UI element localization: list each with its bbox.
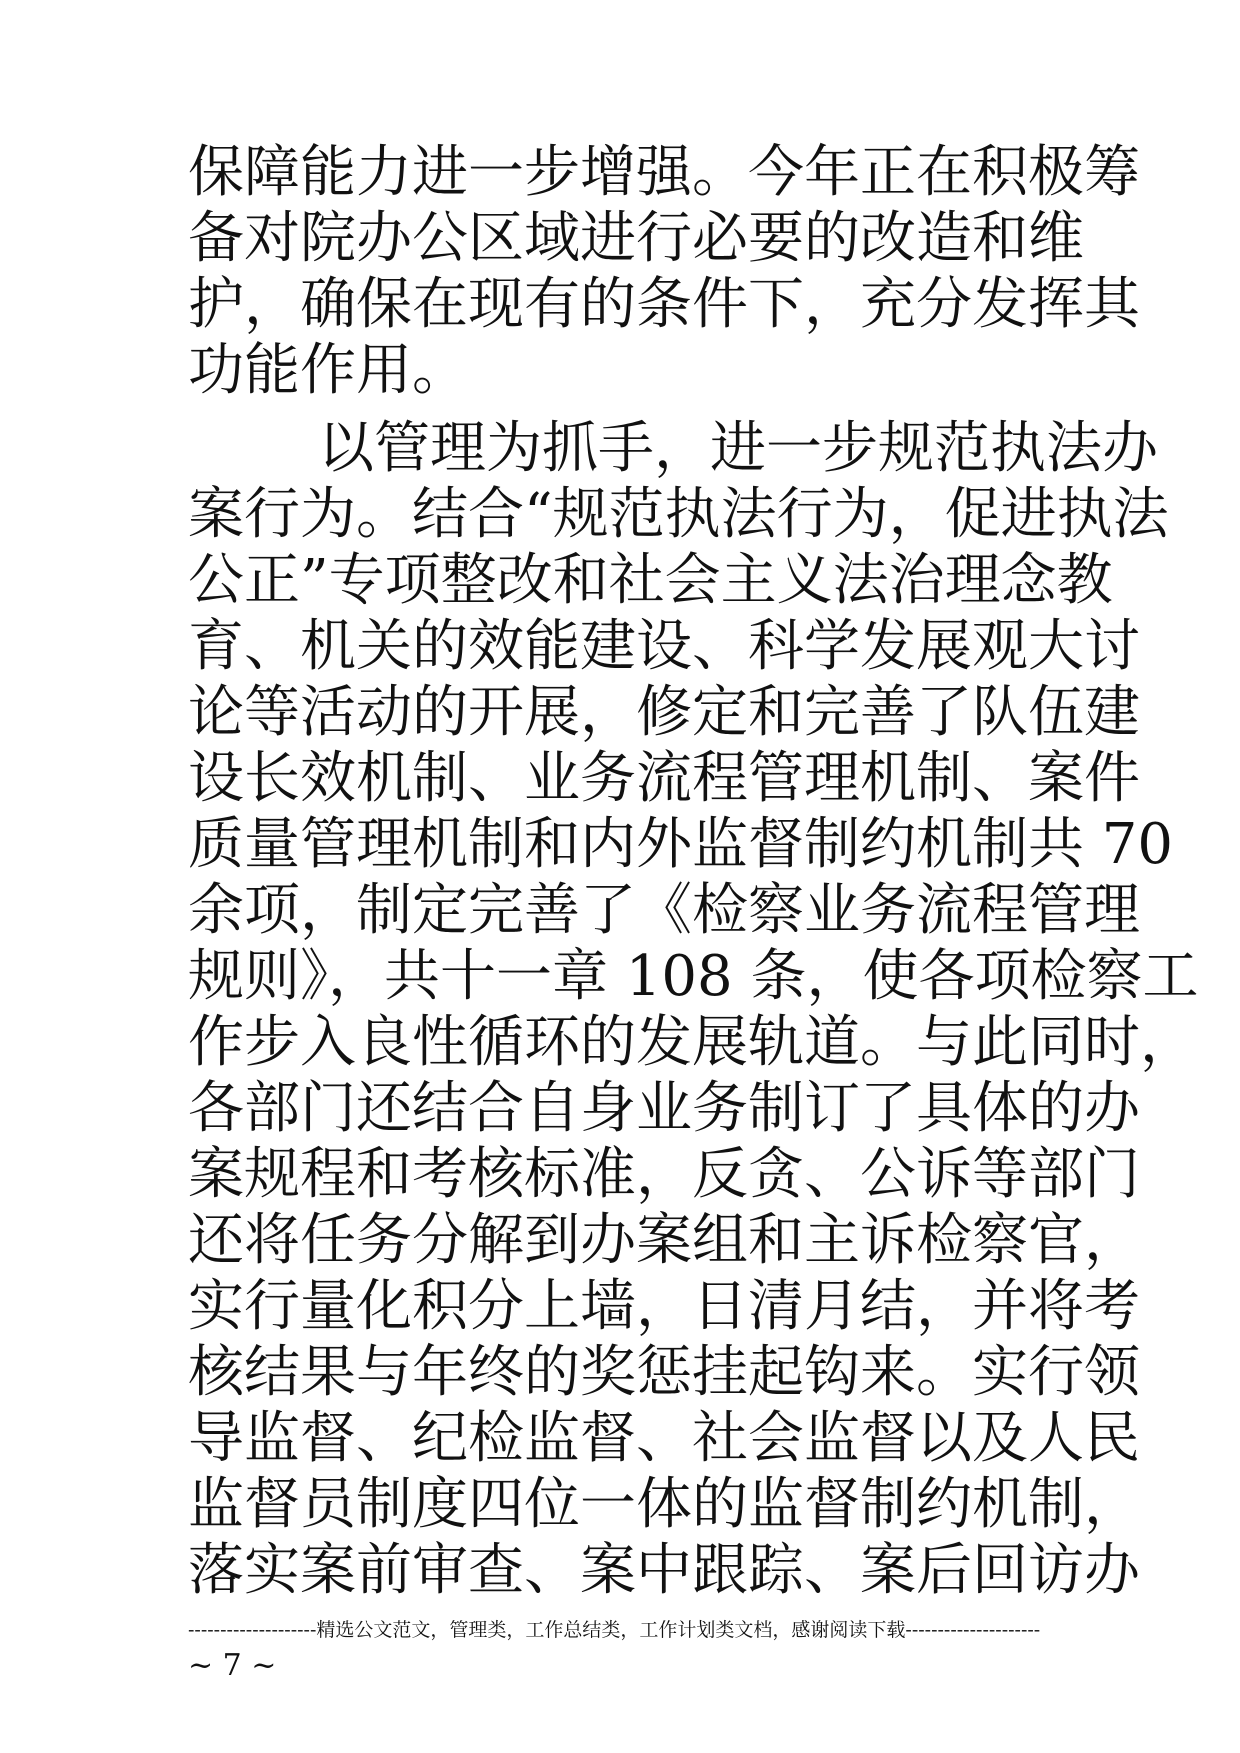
text-line: 公正”专项整改和社会主义法治理念教: [188, 548, 1113, 613]
text-line: 各部门还结合自身业务制订了具体的办: [188, 1076, 1140, 1141]
text-line: 保障能力进一步增强。今年正在积极筹: [188, 140, 1140, 205]
text-line: 论等活动的开展，修定和完善了队伍建: [188, 680, 1140, 745]
paragraph-gap: [188, 404, 1068, 416]
text-line: 育、机关的效能建设、科学发展观大讨: [188, 614, 1140, 679]
text-line: 质量管理机制和内外监督制约机制共 70: [188, 812, 1174, 877]
footer-note: --------------------精选公文范文，管理类，工作总结类，工作计划类文档，感谢阅读下载---------------------: [188, 1619, 1041, 1641]
text-line: 核结果与年终的奖惩挂起钩来。实行领: [188, 1340, 1140, 1405]
text-line: 护，确保在现有的条件下，充分发挥其: [188, 272, 1140, 337]
text-line: 规则》，共十一章 108 条，使各项检察工: [188, 944, 1199, 1009]
text-line: 案规程和考核标准，反贪、公诉等部门: [188, 1142, 1140, 1207]
text-line: 功能作用。: [188, 338, 468, 403]
text-line: 案行为。结合“规范执法行为，促进执法: [188, 482, 1169, 547]
text-line: 备对院办公区域进行必要的改造和维: [188, 206, 1084, 271]
text-line: 还将任务分解到办案组和主诉检察官，: [188, 1208, 1140, 1273]
text-line: 实行量化积分上墙，日清月结，并将考: [188, 1274, 1140, 1339]
text-line: 设长效机制、业务流程管理机制、案件: [188, 746, 1140, 811]
page-number: ~ 7 ~: [188, 1648, 277, 1683]
text-line: 监督员制度四位一体的监督制约机制，: [188, 1472, 1140, 1537]
text-line: 落实案前审查、案中跟踪、案后回访办: [188, 1538, 1140, 1603]
text-line-content: 以管理为抓手，进一步规范执法办: [318, 416, 1158, 481]
text-line: 作步入良性循环的发展轨道。与此同时，: [188, 1010, 1196, 1075]
text-line: 余项，制定完善了《检察业务流程管理: [188, 878, 1140, 943]
text-line: 导监督、纪检监督、社会监督以及人民: [188, 1406, 1140, 1471]
text-line-indented: [188, 416, 1158, 482]
body-text: [188, 140, 1199, 1604]
